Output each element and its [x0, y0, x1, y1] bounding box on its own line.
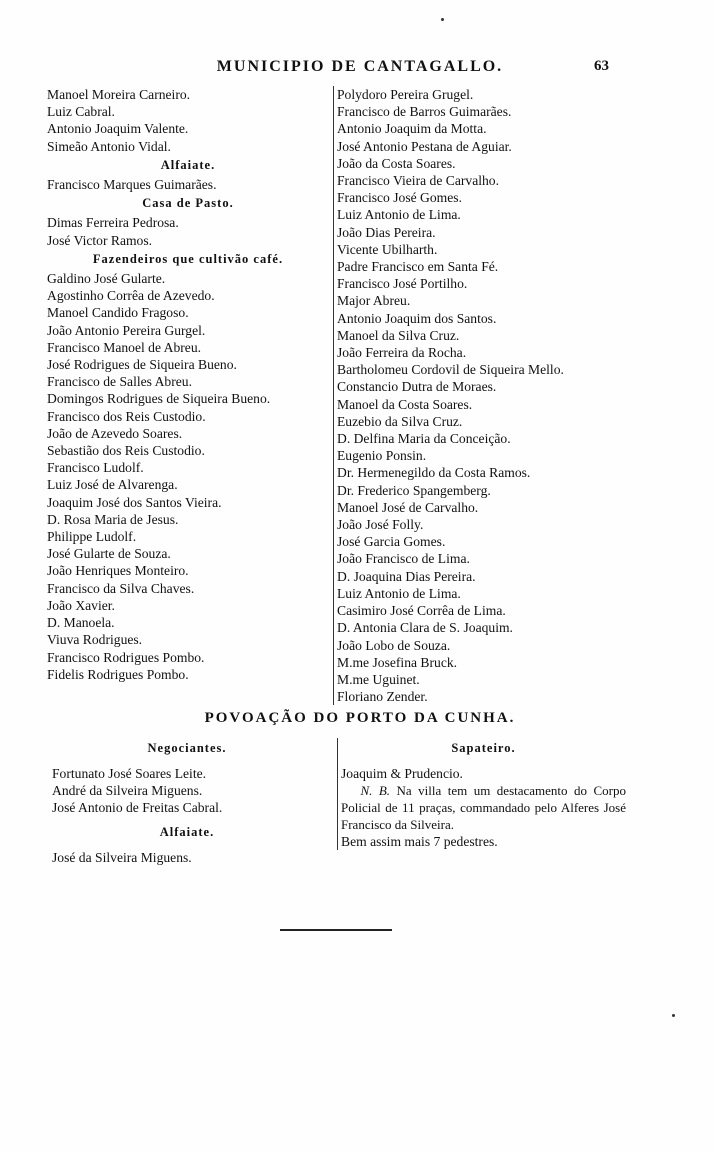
list-item: Eugenio Ponsin. — [337, 448, 427, 464]
list-item: Antonio Joaquim da Motta. — [337, 121, 487, 137]
list-item: José Victor Ramos. — [47, 232, 153, 248]
list-item: João Xavier. — [47, 597, 115, 613]
list-item: Luiz Cabral. — [47, 104, 115, 120]
list-item: João Dias Pereira. — [337, 224, 436, 240]
list-item: Euzebio da Silva Cruz. — [337, 413, 463, 429]
section-right-column — [337, 738, 626, 850]
list-item: Manoel da Costa Soares. — [337, 396, 473, 412]
list-item: Francisco da Silva Chaves. — [47, 580, 195, 596]
list-item: Dimas Ferreira Pedrosa. — [47, 215, 179, 231]
list-item: Francisco Manoel de Abreu. — [47, 339, 202, 355]
ink-speck — [441, 18, 444, 21]
list-item: D. Manoela. — [47, 615, 115, 631]
list-item: João Henriques Monteiro. — [47, 563, 189, 579]
list-item: Luiz Antonio de Lima. — [337, 207, 461, 223]
list-item: José Gularte de Souza. — [47, 546, 171, 562]
list-item: Viuva Rodrigues. — [47, 632, 143, 648]
list-item: Luiz Antonio de Lima. — [337, 585, 461, 601]
list-item: Fidelis Rodrigues Pombo. — [47, 666, 189, 682]
list-item: D. Antonia Clara de S. Joaquim. — [337, 620, 513, 636]
list-item: Domingos Rodrigues de Siqueira Bueno. — [47, 391, 271, 407]
list-item: D. Delfina Maria da Conceição. — [337, 431, 511, 447]
list-item: Francisco Marques Guimarães. — [47, 177, 217, 193]
note-extra: Bem assim mais 7 pedestres. — [341, 834, 498, 849]
list-item: Francisco de Barros Guimarães. — [337, 104, 512, 120]
list-item: Fortunato José Soares Leite. — [52, 766, 207, 781]
list-item: João Ferreira da Rocha. — [337, 345, 467, 361]
list-item: Agostinho Corrêa de Azevedo. — [47, 288, 215, 304]
list-item: João de Azevedo Soares. — [47, 425, 183, 441]
list-item: Major Abreu. — [337, 293, 411, 309]
list-item: Vicente Ubilharth. — [337, 241, 438, 257]
list-item: Bartholomeu Cordovil de Siqueira Mello. — [337, 362, 564, 378]
page-header: MUNICIPIO DE CANTAGALLO. — [216, 58, 504, 75]
list-item: Antonio Joaquim dos Santos. — [337, 310, 497, 326]
list-item: José Rodrigues de Siqueira Bueno. — [47, 357, 237, 373]
list-item: Francisco Rodrigues Pombo. — [47, 649, 205, 665]
section-left-column — [52, 738, 322, 866]
list-item: João Francisco de Lima. — [337, 551, 470, 567]
subheading-alfaiate-porto: Alfaiate. — [159, 825, 215, 839]
list-item: Floriano Zender. — [337, 689, 428, 705]
subheading-sapateiro: Sapateiro. — [451, 741, 516, 755]
list-item: Manoel Moreira Carneiro. — [47, 87, 191, 102]
section-title: POVOAÇÃO DO PORTO DA CUNHA. — [204, 710, 516, 726]
list-item: Padre Francisco em Santa Fé. — [337, 259, 499, 275]
list-item: Dr. Hermenegildo da Costa Ramos. — [337, 465, 531, 481]
list-item: João Antonio Pereira Gurgel. — [47, 322, 206, 338]
list-item: M.me Josefina Bruck. — [337, 654, 458, 670]
subheading-alfaiate: Alfaiate. — [160, 157, 216, 172]
list-item: Francisco dos Reis Custodio. — [47, 408, 206, 424]
note-label: N. B. — [360, 783, 391, 798]
list-item: Luiz José de Alvarenga. — [47, 477, 178, 493]
list-item: Manoel Candido Fragoso. — [47, 305, 189, 321]
page-number: 63 — [594, 58, 609, 74]
list-item: João José Folly. — [337, 517, 424, 533]
list-item: João Lobo de Souza. — [337, 637, 451, 653]
note-text: Na villa tem um destacamento do Corpo Policial de 11 praças, commandado pelo Alferes José Francisco da Silveira. — [341, 783, 626, 832]
list-item: Polydoro Pereira Grugel. — [337, 87, 474, 102]
list-item: Galdino José Gularte. — [47, 271, 166, 287]
list-item: Antonio Joaquim Valente. — [47, 121, 189, 137]
list-item: Manoel José de Carvalho. — [337, 499, 479, 515]
subheading-casa-de-pasto: Casa de Pasto. — [142, 196, 234, 211]
list-item: José da Silveira Miguens. — [52, 850, 192, 865]
left-column — [47, 86, 329, 683]
subheading-negociantes: Negociantes. — [147, 741, 227, 755]
right-column — [333, 86, 637, 705]
list-item: Francisco de Salles Abreu. — [47, 374, 192, 390]
list-item: Philippe Ludolf. — [47, 529, 137, 545]
list-item: Francisco Ludolf. — [47, 460, 144, 476]
list-item: Francisco José Gomes. — [337, 190, 462, 206]
list-item: José Antonio Pestana de Aguiar. — [337, 138, 512, 154]
list-item: Joaquim & Prudencio. — [341, 766, 463, 781]
ink-speck — [672, 1014, 675, 1017]
list-item: Francisco José Portilho. — [337, 276, 468, 292]
list-item: D. Joaquina Dias Pereira. — [337, 568, 476, 584]
list-item: Sebastião dos Reis Custodio. — [47, 443, 205, 459]
list-item: Joaquim José dos Santos Vieira. — [47, 494, 222, 510]
list-item: Constancio Dutra de Moraes. — [337, 379, 497, 395]
list-item: D. Rosa Maria de Jesus. — [47, 511, 179, 527]
list-item: Simeão Antonio Vidal. — [47, 138, 171, 154]
list-item: M.me Uguinet. — [337, 671, 420, 687]
list-item: André da Silveira Miguens. — [52, 783, 203, 798]
list-item: José Antonio de Freitas Cabral. — [52, 800, 223, 815]
note-paragraph — [341, 782, 626, 833]
list-item: João da Costa Soares. — [337, 155, 456, 171]
divider-rule — [280, 929, 392, 931]
list-item: José Garcia Gomes. — [337, 534, 446, 550]
right-names-list — [337, 86, 637, 705]
list-item: Dr. Frederico Spangemberg. — [337, 482, 491, 498]
fazendeiros-list — [47, 270, 329, 683]
subheading-fazendeiros: Fazendeiros que cultivão café. — [92, 251, 284, 266]
list-item: Manoel da Silva Cruz. — [337, 327, 460, 343]
list-item: Casimiro José Corrêa de Lima. — [337, 603, 506, 619]
list-item: Francisco Vieira de Carvalho. — [337, 173, 500, 189]
